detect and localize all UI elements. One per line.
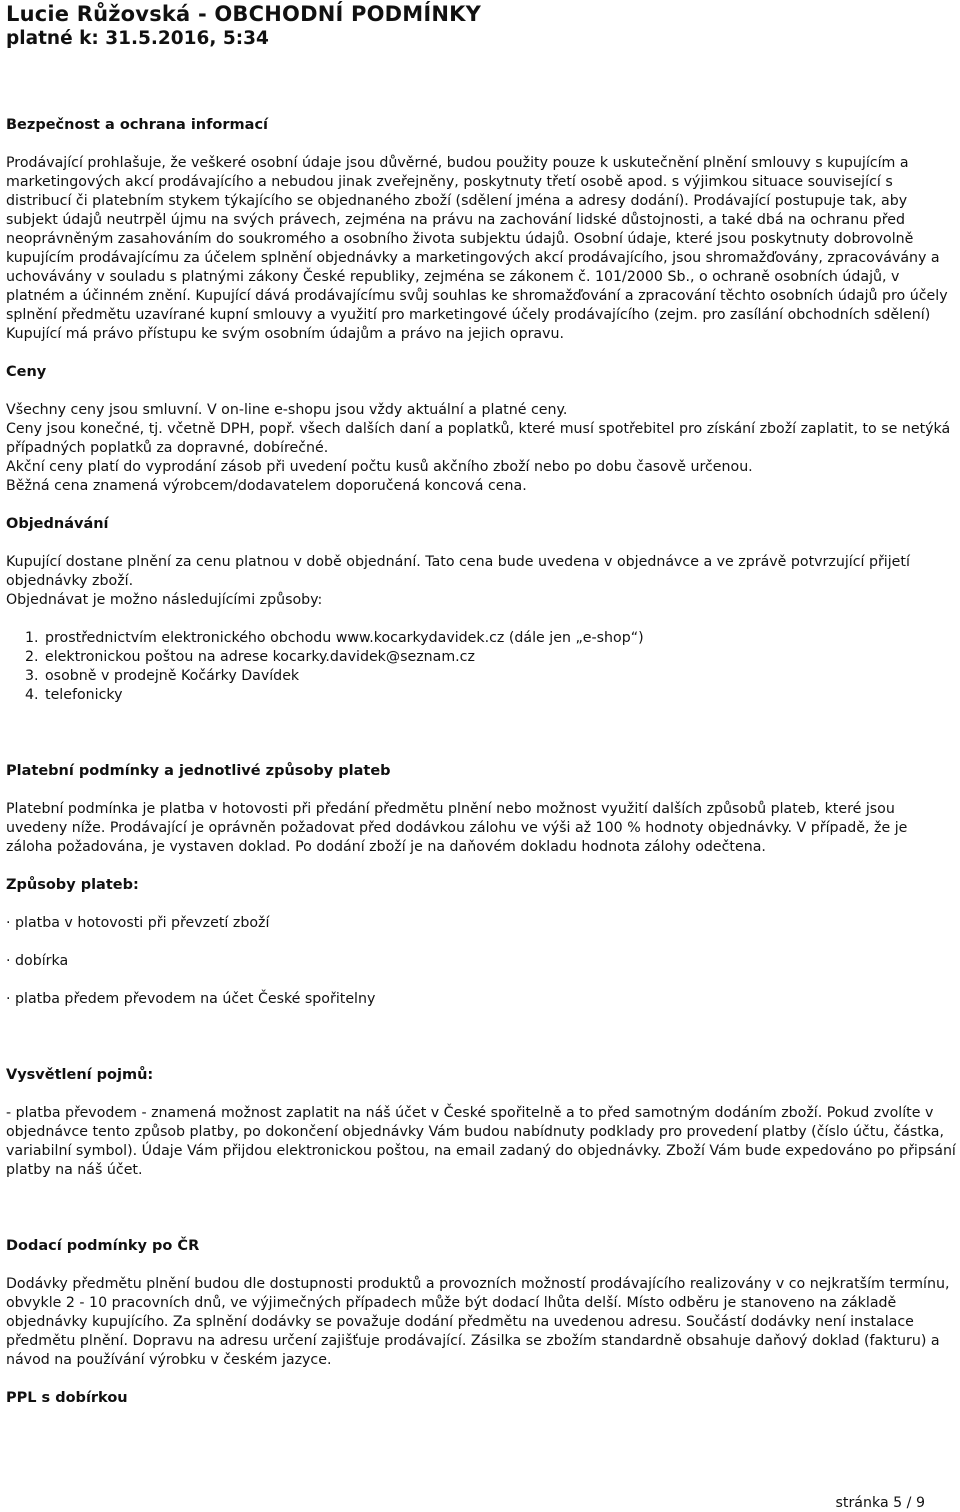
prices-line: Ceny jsou konečné, tj. včetně DPH, popř. všech dalších daní a poplatků, které musí spotřebitel pro získání zboží zaplatit, to se netýká případných poplatků za dopravné, dobírečné. bbox=[6, 421, 951, 456]
delivery-paragraph: Dodávky předmětu plnění budou dle dostupnosti produktů a provozních možností prodávajícího realizovány v co nejkratším termínu, obvykle 2 - 10 pracovních dnů, ve výjimečných případech může být dodací lhůta delší. Místo odběru je stanoveno na základě objednávky kupujícího. Za splnění dodávky se považuje dodání předmětu na uvedenou adresu. Součástí dodávky není instalace předmětu plnění. Dopravu na adresu určení zajišťuje prodávající. Zásilka se zbožím standardně obsahuje daňový doklad (fakturu) a návod na používání výrobku v českém jazyce. bbox=[6, 1276, 950, 1368]
section-heading-security: Bezpečnost a ochrana informací bbox=[6, 117, 269, 133]
document-title: Lucie Růžovská - OBCHODNÍ PODMÍNKY bbox=[6, 2, 482, 26]
section-heading-delivery: Dodací podmínky po ČR bbox=[6, 1238, 200, 1254]
ordering-line: Objednávat je možno následujícími způsoby: bbox=[6, 592, 323, 608]
list-item: 2. elektronickou poštou na adrese kocarky.davidek@seznam.cz bbox=[43, 648, 956, 667]
prices-line: Všechny ceny jsou smluvní. V on-line e-shopu jsou vždy aktuální a platné ceny. bbox=[6, 402, 568, 418]
order-methods-list bbox=[6, 629, 956, 705]
security-paragraph: Prodávající prohlašuje, že veškeré osobní údaje jsou důvěrné, budou použity pouze k uskutečnění plnění smlouvy s kupujícím a marketingových akcí prodávajícího a nebudou jinak zveřejněny, poskytnuty třetí osobě apod. s výjimkou situace související s distribucí či platebním stykem týkajícího se objednaného zboží (sdělení jména a adresy dodání). Prodávající postupuje tak, aby subjekt údajů neutrpěl újmu na svých právech, zejména na právu na zachování lidské důstojnosti, a také dbá na ochranu před neoprávněným zasahováním do soukromého a osobního života subjektu údajů. Osobní údaje, které jsou poskytnuty dobrovolně kupujícím prodávajícímu za účelem splnění objednávky a marketingových akcí prodávajícího, jsou shromažďovány, zpracovávány a uchovávány v souladu s platnými zákony České republiky, zejména se zákonem č. 101/2000 Sb., o ochraně osobních údajů, v platném a účinném znění. Kupující dává prodávajícímu svůj souhlas ke shromažďování a zpracování těchto osobních údajů pro účely splnění předmětu uzavírané kupní smlouvy a využití pro marketingové účely prodávajícího (zejm. pro zasílání obchodních sdělení) Kupující má právo přístupu ke svým osobním údajům a právo na jejich opravu. bbox=[6, 155, 948, 342]
payment-methods-heading: Způsoby plateb: bbox=[6, 877, 139, 893]
payment-paragraph: Platební podmínka je platba v hotovosti při předání předmětu plnění nebo možnost využití dalších způsobů plateb, které jsou uvedeny níže. Prodávající je oprávněn požadovat před dodávkou zálohu ve výši až 100 % hodnoty objednávky. V případě, že je záloha požadována, je vystaven doklad. Po dodání zboží je na daňovém dokladu hodnota zálohy odečtena. bbox=[6, 801, 908, 855]
ordering-line: Kupující dostane plnění za cenu platnou v době objednání. Tato cena bude uvedena v objednávce a ve zprávě potvrzující přijetí objednávky zboží. bbox=[6, 554, 910, 589]
list-item: 4. telefonicky bbox=[43, 686, 956, 705]
prices-line: Akční ceny platí do vyprodání zásob při uvedení počtu kusů akčního zboží nebo po dobu časově určenou. bbox=[6, 459, 753, 475]
section-heading-prices: Ceny bbox=[6, 364, 47, 380]
section-heading-payment: Platební podmínky a jednotlivé způsoby plateb bbox=[6, 763, 391, 779]
validity-date: platné k: 31.5.2016, 5:34 bbox=[6, 28, 269, 49]
section-heading-terms: Vysvětlení pojmů: bbox=[6, 1067, 154, 1083]
section-heading-ppl: PPL s dobírkou bbox=[6, 1390, 128, 1406]
payment-method-item: · dobírka bbox=[6, 953, 69, 969]
document-body bbox=[6, 116, 956, 1408]
terms-paragraph: - platba převodem - znamená možnost zaplatit na náš účet v České spořitelně a to před samotným dodáním zboží. Pokud zvolíte v objednávce tento způsob platby, po dokončení objednávky Vám budou nabídnuty podklady pro provedení platby (číslo účtu, částka, variabilní symbol). Údaje Vám přijdou elektronickou poštou, na email zadaný do objednávky. Zboží Vám bude expedováno po připsání platby na náš účet. bbox=[6, 1105, 956, 1178]
prices-line: Běžná cena znamená výrobcem/dodavatelem doporučená koncová cena. bbox=[6, 478, 527, 494]
list-item: 3. osobně v prodejně Kočárky Davídek bbox=[43, 667, 956, 686]
page-number: stránka 5 / 9 bbox=[835, 1495, 925, 1511]
list-item: 1. prostřednictvím elektronického obchodu www.kocarkydavidek.cz (dále jen „e-shop“) bbox=[43, 629, 956, 648]
payment-method-item: · platba v hotovosti při převzetí zboží bbox=[6, 915, 270, 931]
payment-method-item: · platba předem převodem na účet České spořitelny bbox=[6, 991, 376, 1007]
section-heading-ordering: Objednávání bbox=[6, 516, 109, 532]
